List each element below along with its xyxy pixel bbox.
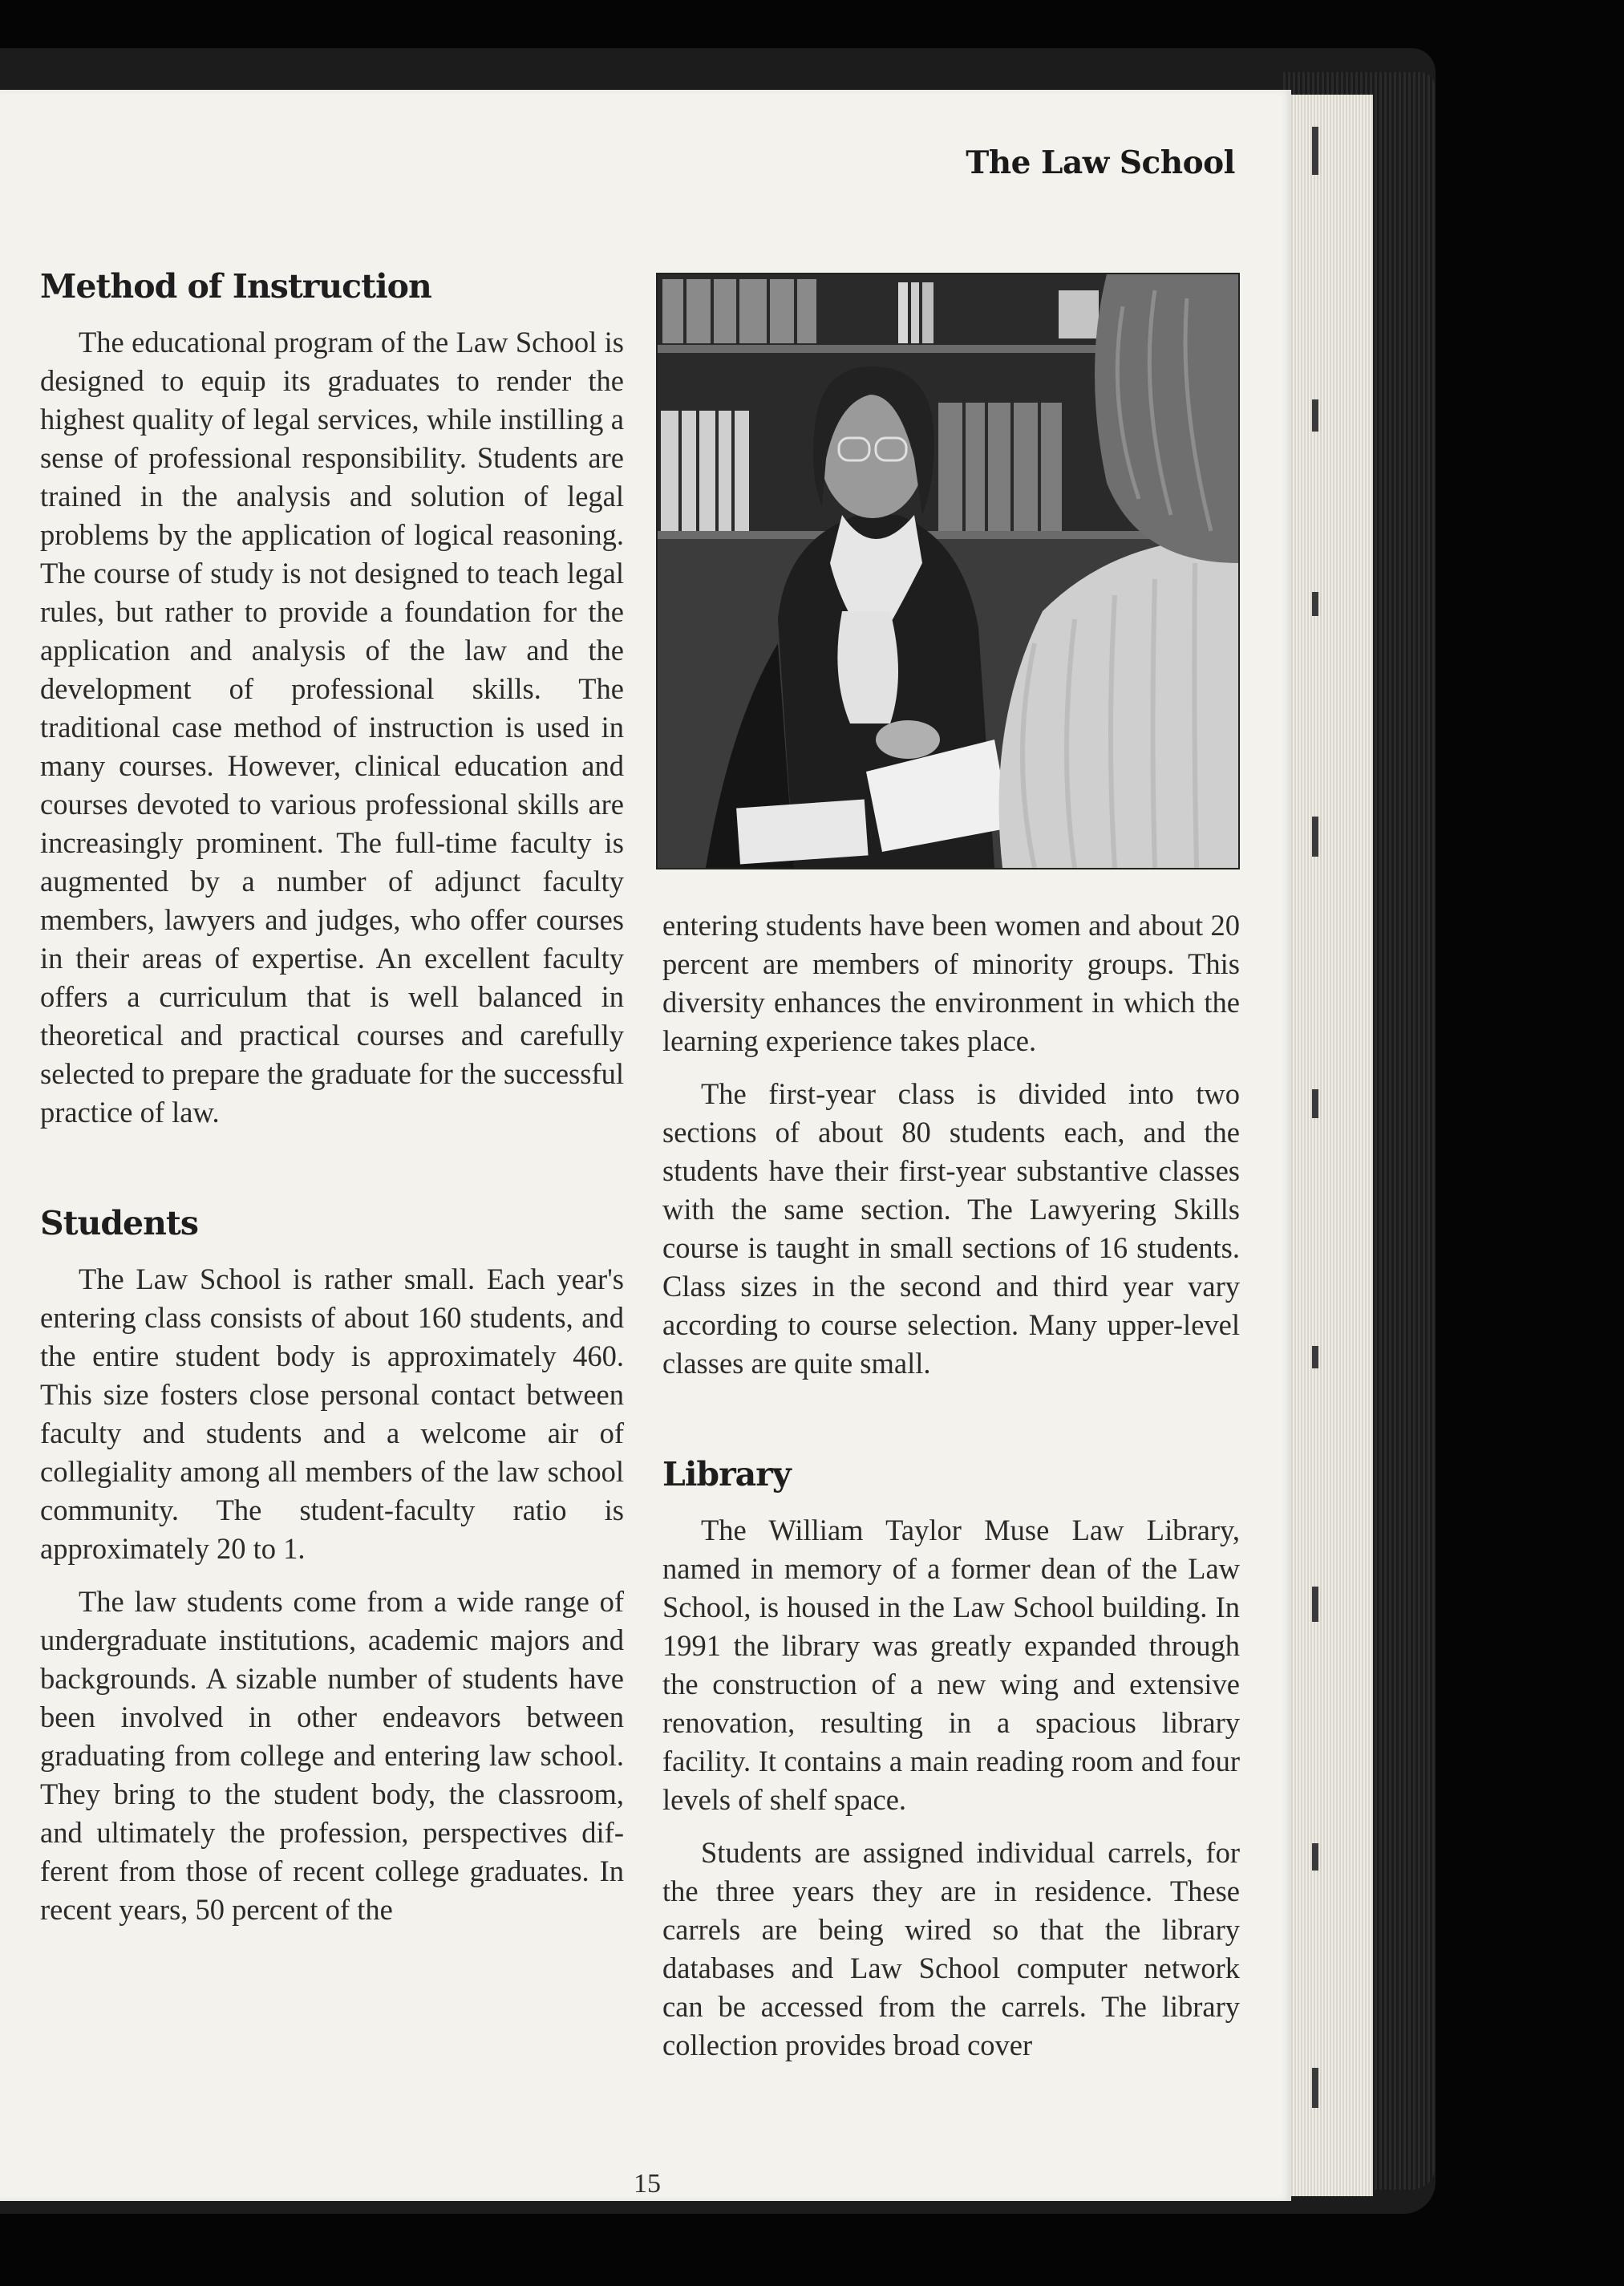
running-head: The Law School xyxy=(966,144,1235,181)
left-column xyxy=(40,264,624,1929)
paragraph-students-1: The Law School is rather small. Each year's entering class consists of about 160 students, and the entire student body is approximately 460. This size fosters close personal contact between faculty and students and a welcome air of collegiality among all members of the law school community. The student-faculty ratio is approximately 20 to 1. xyxy=(40,1263,624,1565)
heading-library: Library xyxy=(662,1455,791,1494)
page-number: 15 xyxy=(634,2169,661,2199)
paragraph-students-continued: entering students have been women and about 20 percent are members of minority groups. This diversity enhances the environment in which the learning experience takes place. xyxy=(662,909,1240,1057)
photo-faculty-conversation xyxy=(656,273,1240,869)
paragraph-students-2: The law students come from a wide range of undergraduate institutions, academic majors and backgrounds. A sizable number of students have been involved in other endeavors between graduating from college and entering law school. They bring to the student body, the classroom, and ultimately the profession, perspectives different from those of recent college graduates. In recent years, 50 percent of the xyxy=(40,1585,624,1926)
paragraph-library-2: Students are assigned individual carrels, for the three years they are in residence. These carrels are being wired so that the library databases and Law School computer network can be accessed from the carrels. The library collection provides broad cover xyxy=(662,1836,1240,2061)
page-edges xyxy=(1283,95,1373,2196)
paragraph-students-3: The first-year class is divided into two sections of about 80 students each, and the students have their first-year substantive classes with the same section. The Lawyering Skills course is taught in small sections of 16 students. Class sizes in the second and third year vary according to course selection. Many upper-level classes are quite small. xyxy=(662,1077,1240,1380)
right-column xyxy=(662,906,1240,2065)
paragraph-method: The educational program of the Law School is designed to equip its graduates to render the highest quality of legal services, while instilling a sense of professional responsibility. Students are trained in the analysis and solution of legal problems by the application of logical reasoning. The course of study is not designed to teach legal rules, but rather to provide a foundation for the application and analysis of the law and the development of professional skills. The traditional case method of instruction is used in many courses. However, clinical education and courses devoted to various professional skills are increasingly prominent. The full-time faculty is augmented by a number of adjunct faculty members, lawyers and judges, who offer courses in their areas of expertise. An excellent faculty offers a curriculum that is well balanced in theoretical and practical courses and carefully selected to prepare the graduate for the successful practice of law. xyxy=(40,326,624,1129)
heading-method-of-instruction: Method of Instruction xyxy=(40,267,431,306)
book-page xyxy=(0,90,1291,2201)
heading-students: Students xyxy=(40,1204,198,1242)
paragraph-library-1: The William Taylor Muse Law Library, named in memory of a former dean of the Law School, is housed in the Law School building. In 1991 the library was greatly expanded through the construction of a new wing and extensive renovation, resulting in a spacious library facility. It contains a main reading room and four levels of shelf space. xyxy=(662,1514,1240,1816)
